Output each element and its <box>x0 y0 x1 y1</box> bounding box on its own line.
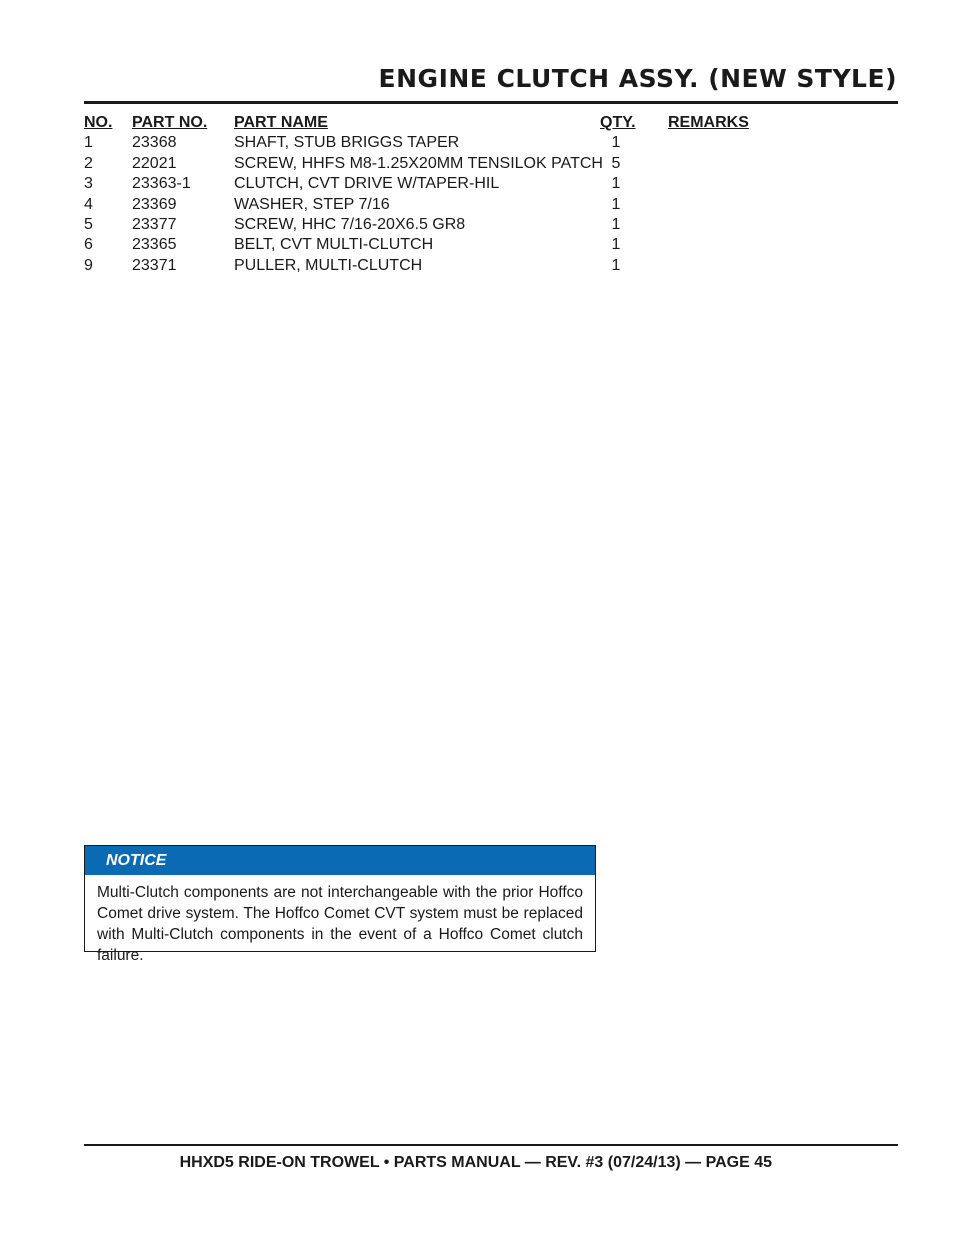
cell-no: 9 <box>84 256 93 274</box>
cell-no: 2 <box>84 154 93 172</box>
notice-heading: NOTICE <box>85 846 595 875</box>
cell-qty: 1 <box>611 256 621 274</box>
page-footer: HHXD5 RIDE-ON TROWEL • PARTS MANUAL — REV. #3 (07/24/13) — PAGE 45 <box>179 1154 772 1171</box>
table-row <box>84 235 784 255</box>
cell-part-no: 23365 <box>132 236 177 254</box>
table-row <box>84 154 784 174</box>
cell-part-name: SCREW, HHC 7/16-20X6.5 GR8 <box>234 215 466 233</box>
table-row <box>84 215 784 235</box>
cell-no: 3 <box>84 175 93 193</box>
column-header-part-no: PART NO. <box>132 114 208 131</box>
table-row <box>84 195 784 215</box>
cell-part-no: 23363-1 <box>132 175 191 193</box>
notice-box <box>84 845 596 964</box>
cell-no: 6 <box>84 236 93 254</box>
cell-qty: 5 <box>611 154 621 172</box>
cell-part-no: 23371 <box>132 256 177 274</box>
cell-no: 5 <box>84 215 93 233</box>
table-row <box>84 256 784 276</box>
cell-part-no: 23377 <box>132 215 177 233</box>
title-divider <box>84 101 898 104</box>
cell-qty: 1 <box>611 134 621 152</box>
notice-body: Multi-Clutch components are not interchangeable with the prior Hoffco Comet drive system. The Hoffco Comet CVT system must be replaced with Multi-Clutch components in the event of a Hoffco Comet clutch failure. <box>97 884 583 964</box>
cell-part-name: SHAFT, STUB BRIGGS TAPER <box>234 134 460 152</box>
page-title: ENGINE CLUTCH ASSY. (NEW STYLE) <box>378 64 897 93</box>
cell-part-no: 23369 <box>132 195 177 213</box>
cell-part-no: 23368 <box>132 134 177 152</box>
table-header-row <box>84 113 784 133</box>
column-header-part-name: PART NAME <box>234 114 328 131</box>
cell-qty: 1 <box>611 215 621 233</box>
parts-table <box>84 113 784 276</box>
cell-qty: 1 <box>611 236 621 254</box>
cell-part-name: SCREW, HHFS M8-1.25X20MM TENSILOK PATCH <box>234 154 603 172</box>
column-header-remarks: REMARKS <box>668 114 749 131</box>
cell-part-name: BELT, CVT MULTI-CLUTCH <box>234 236 434 254</box>
cell-qty: 1 <box>611 195 621 213</box>
cell-part-name: WASHER, STEP 7/16 <box>234 195 390 213</box>
footer-divider <box>84 1144 898 1146</box>
cell-no: 1 <box>84 134 93 152</box>
column-header-no: NO. <box>84 114 113 131</box>
table-row <box>84 133 784 153</box>
cell-part-name: PULLER, MULTI-CLUTCH <box>234 256 423 274</box>
cell-part-name: CLUTCH, CVT DRIVE W/TAPER-HIL <box>234 175 500 193</box>
table-row <box>84 174 784 194</box>
cell-no: 4 <box>84 195 93 213</box>
cell-part-no: 22021 <box>132 154 177 172</box>
cell-qty: 1 <box>611 175 621 193</box>
column-header-qty: QTY. <box>600 114 636 131</box>
